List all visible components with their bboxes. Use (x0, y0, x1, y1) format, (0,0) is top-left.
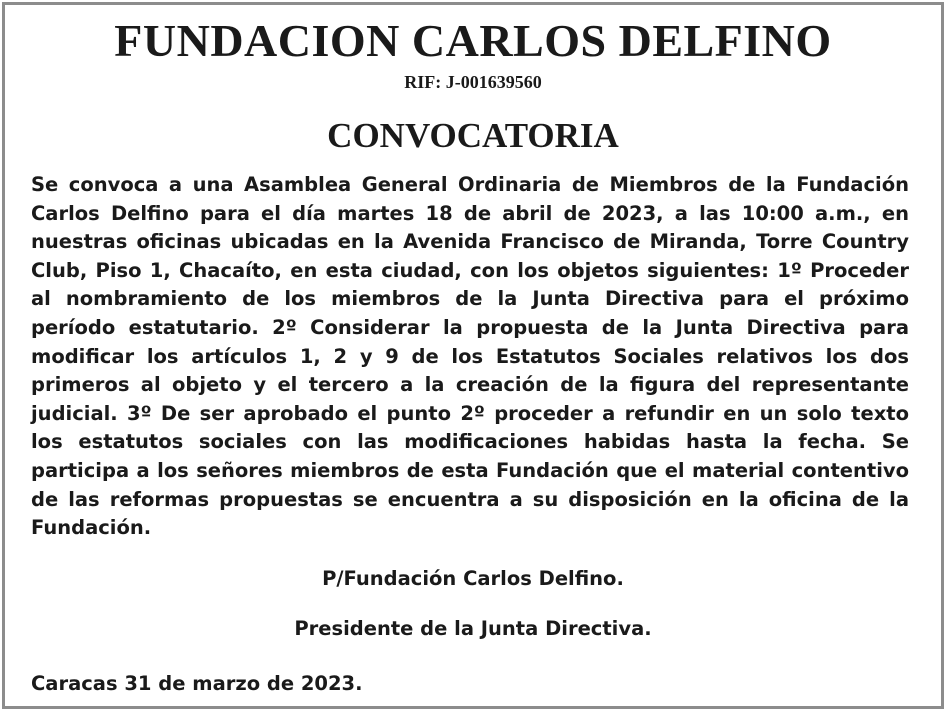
place-and-date: Caracas 31 de marzo de 2023. (31, 672, 363, 695)
signature-line-title: Presidente de la Junta Directiva. (294, 617, 652, 640)
organization-name: FUNDACION CARLOS DELFINO (114, 15, 832, 66)
signature-line-organization: P/Fundación Carlos Delfino. (322, 567, 624, 590)
notice-content (5, 5, 941, 706)
notice-heading: CONVOCATORIA (327, 116, 619, 155)
notice-frame (2, 2, 944, 709)
notice-body: Se convoca a una Asamblea General Ordinaria de Miembros de la Fundación Carlos Delfino para el día martes 18 de abril de 2023, a las 10:00 a.m., en nuestras oficinas ubicadas en la Avenida Francisco de Miranda, Torre Country Club, Piso 1, Chacaíto, en esta ciudad, con los objetos siguientes: 1º Proceder al nombramiento de los miembros de la Junta Directiva para el próximo período estatutario. 2º Considerar la propuesta de la Junta Directiva para modificar los artículos 1, 2 y 9 de los Estatutos Sociales relativos los dos primeros al objeto y el tercero a la creación de la figura del representante judicial. 3º De ser aprobado el punto 2º proceder a refundir en un solo texto los estatutos sociales con las modificaciones habidas hasta la fecha. Se participa a los señores miembros de esta Fundación que el material contentivo de las reformas propuestas se encuentra a su disposición en la oficina de la Fundación. (31, 173, 909, 540)
rif-number: RIF: J-001639560 (404, 72, 542, 92)
